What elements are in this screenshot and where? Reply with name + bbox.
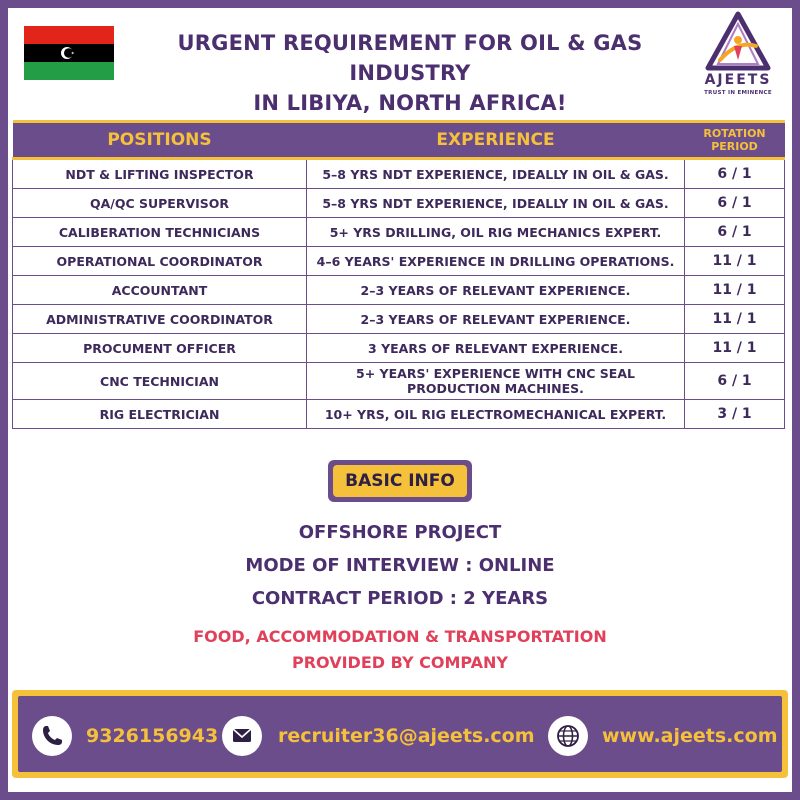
experience-cell: 3 YEARS OF RELEVANT EXPERIENCE. (307, 334, 685, 363)
experience-cell: 5–8 YRS NDT EXPERIENCE, IDEALLY IN OIL & GAS. (307, 159, 685, 189)
project-type: OFFSHORE PROJECT (298, 522, 502, 543)
experience-cell: 5+ YRS DRILLING, OIL RIG MECHANICS EXPERT. (307, 218, 685, 247)
headline-line-1: URGENT REQUIREMENT FOR OIL & GAS INDUSTRY (177, 31, 643, 85)
libya-flag-icon (24, 26, 114, 80)
rotation-cell: 6 / 1 (685, 363, 785, 400)
table-row (13, 247, 785, 276)
email-address[interactable]: recruiter36@ajeets.com (278, 725, 535, 747)
experience-cell: 5+ YEARS' EXPERIENCE WITH CNC SEAL PRODUCTION MACHINES. (307, 363, 685, 400)
rotation-cell: 11 / 1 (685, 334, 785, 363)
contact-bar (12, 690, 788, 778)
benefits-line-2: PROVIDED BY COMPANY (292, 653, 508, 672)
rotation-header (685, 122, 785, 159)
rotation-cell: 6 / 1 (685, 159, 785, 189)
headline (130, 28, 690, 118)
rotation-cell: 6 / 1 (685, 189, 785, 218)
position-cell: ADMINISTRATIVE COORDINATOR (13, 305, 307, 334)
company-logo (690, 10, 786, 102)
globe-icon (548, 716, 588, 756)
logo-mark-icon (690, 10, 786, 72)
rotation-cell: 3 / 1 (685, 400, 785, 429)
headline-line-2: IN LIBIYA, NORTH AFRICA! (253, 91, 567, 115)
interview-mode: MODE OF INTERVIEW : ONLINE (245, 555, 555, 576)
experience-cell: 2–3 YEARS OF RELEVANT EXPERIENCE. (307, 276, 685, 305)
phone-number[interactable]: 9326156943 (86, 725, 219, 747)
experience-header: EXPERIENCE (307, 122, 685, 159)
experience-cell: 2–3 YEARS OF RELEVANT EXPERIENCE. (307, 305, 685, 334)
rotation-header-line-1: ROTATION (703, 127, 766, 140)
basic-info-badge (328, 460, 472, 502)
experience-cell: 4–6 YEARS' EXPERIENCE IN DRILLING OPERATIONS. (307, 247, 685, 276)
position-cell: CALIBERATION TECHNICIANS (13, 218, 307, 247)
position-cell: OPERATIONAL COORDINATOR (13, 247, 307, 276)
table-row (13, 363, 785, 400)
rotation-cell: 11 / 1 (685, 305, 785, 334)
position-cell: ACCOUNTANT (13, 276, 307, 305)
table-row (13, 400, 785, 429)
contact-bar-inner (18, 696, 782, 772)
table-row (13, 305, 785, 334)
table-row (13, 334, 785, 363)
experience-cell: 5–8 YRS NDT EXPERIENCE, IDEALLY IN OIL & GAS. (307, 189, 685, 218)
contract-period: CONTRACT PERIOD : 2 YEARS (251, 588, 549, 609)
benefits-line-1: FOOD, ACCOMMODATION & TRANSPORTATION (193, 627, 607, 646)
basic-info-label: BASIC INFO (333, 465, 467, 497)
envelope-icon (222, 716, 262, 756)
positions-header: POSITIONS (13, 122, 307, 159)
website-url[interactable]: www.ajeets.com (602, 725, 778, 747)
rotation-cell: 6 / 1 (685, 218, 785, 247)
experience-cell: 10+ YRS, OIL RIG ELECTROMECHANICAL EXPERT. (307, 400, 685, 429)
positions-table (12, 120, 785, 429)
logo-name: AJEETS (704, 72, 772, 88)
position-cell: RIG ELECTRICIAN (13, 400, 307, 429)
phone-icon (32, 716, 72, 756)
table-row (13, 159, 785, 189)
table-row (13, 218, 785, 247)
position-cell: NDT & LIFTING INSPECTOR (13, 159, 307, 189)
position-cell: PROCUMENT OFFICER (13, 334, 307, 363)
position-cell: CNC TECHNICIAN (13, 363, 307, 400)
rotation-cell: 11 / 1 (685, 276, 785, 305)
rotation-cell: 11 / 1 (685, 247, 785, 276)
table-row (13, 276, 785, 305)
rotation-header-line-2: PERIOD (711, 140, 758, 153)
table-header-row (13, 122, 785, 159)
position-cell: QA/QC SUPERVISOR (13, 189, 307, 218)
table-row (13, 189, 785, 218)
logo-tagline: TRUST IN EMINENCE (704, 90, 772, 96)
